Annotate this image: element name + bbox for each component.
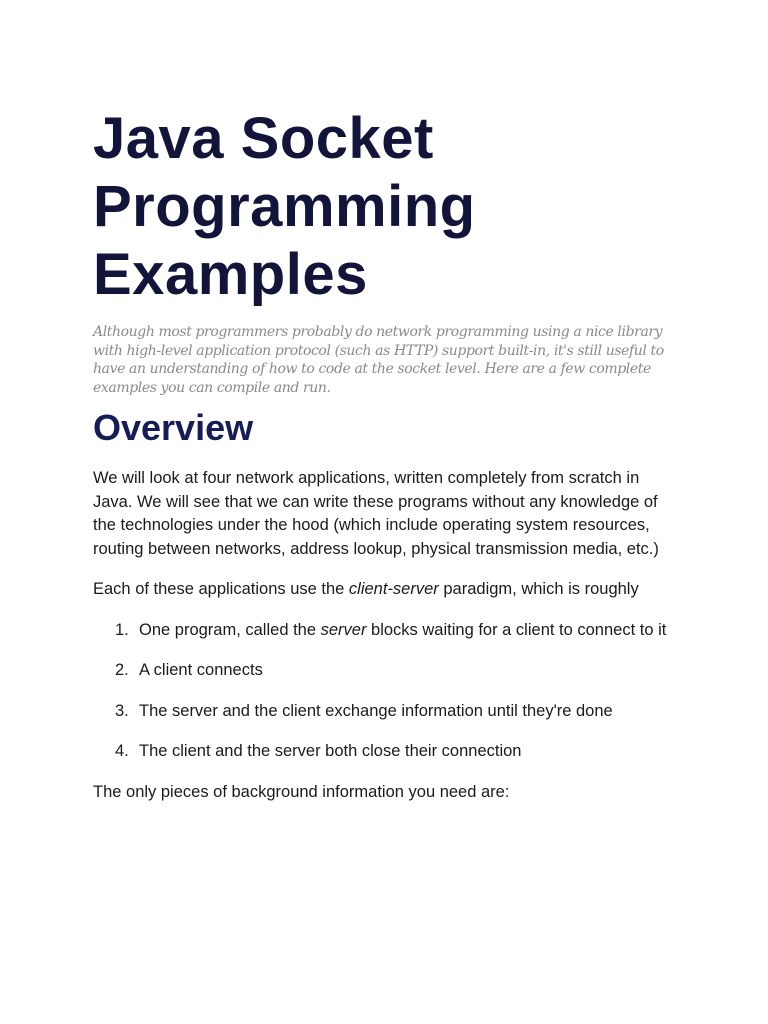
subtitle: Although most programmers probably do network programming using a nice library with high-level application protocol (such as HTTP) support built-in, it's still useful to have an understanding of how to code at the socket level. Here are a few complete examples you can compile and run. xyxy=(93,324,664,396)
list-item xyxy=(93,619,683,643)
background-paragraph: The only pieces of background information you need are: xyxy=(93,782,510,801)
list-item xyxy=(93,740,683,764)
list-item-number: 4. xyxy=(115,742,129,760)
title-line-2: Programming xyxy=(93,174,476,239)
list-item-text: The server and the client exchange information until they're done xyxy=(139,701,613,720)
paradigm-emphasis: client-server xyxy=(348,580,439,598)
list-item-number: 2. xyxy=(115,661,129,679)
paradigm-paragraph xyxy=(93,578,683,602)
section-heading: Overview xyxy=(93,407,254,448)
list-item xyxy=(93,659,683,683)
intro-paragraph: We will look at four network applications, written completely from scratch in Java. We will see that we can write these programs without any knowledge of the technologies under the hood (which include operating system resources, routing between networks, address lookup, physical transmission media, etc.) xyxy=(93,469,659,558)
list-item xyxy=(93,700,683,724)
page-title xyxy=(93,105,683,309)
list-item-text: The client and the server both close their connection xyxy=(139,742,522,760)
title-line-1: Java Socket xyxy=(93,106,434,171)
list-item-number: 3. xyxy=(115,701,129,720)
list-item-text-before: One program, called the xyxy=(139,620,321,639)
list-item-emphasis: server xyxy=(320,620,367,639)
document-page xyxy=(93,105,683,804)
paradigm-text-after: paradigm, which is roughly xyxy=(438,580,639,598)
paradigm-text-before: Each of these applications use the xyxy=(93,580,349,598)
steps-list xyxy=(93,619,683,764)
title-line-3: Examples xyxy=(93,242,368,307)
list-item-text-after: blocks waiting for a client to connect to it xyxy=(366,620,667,639)
list-item-text: A client connects xyxy=(139,661,263,679)
list-item-number: 1. xyxy=(115,620,129,639)
